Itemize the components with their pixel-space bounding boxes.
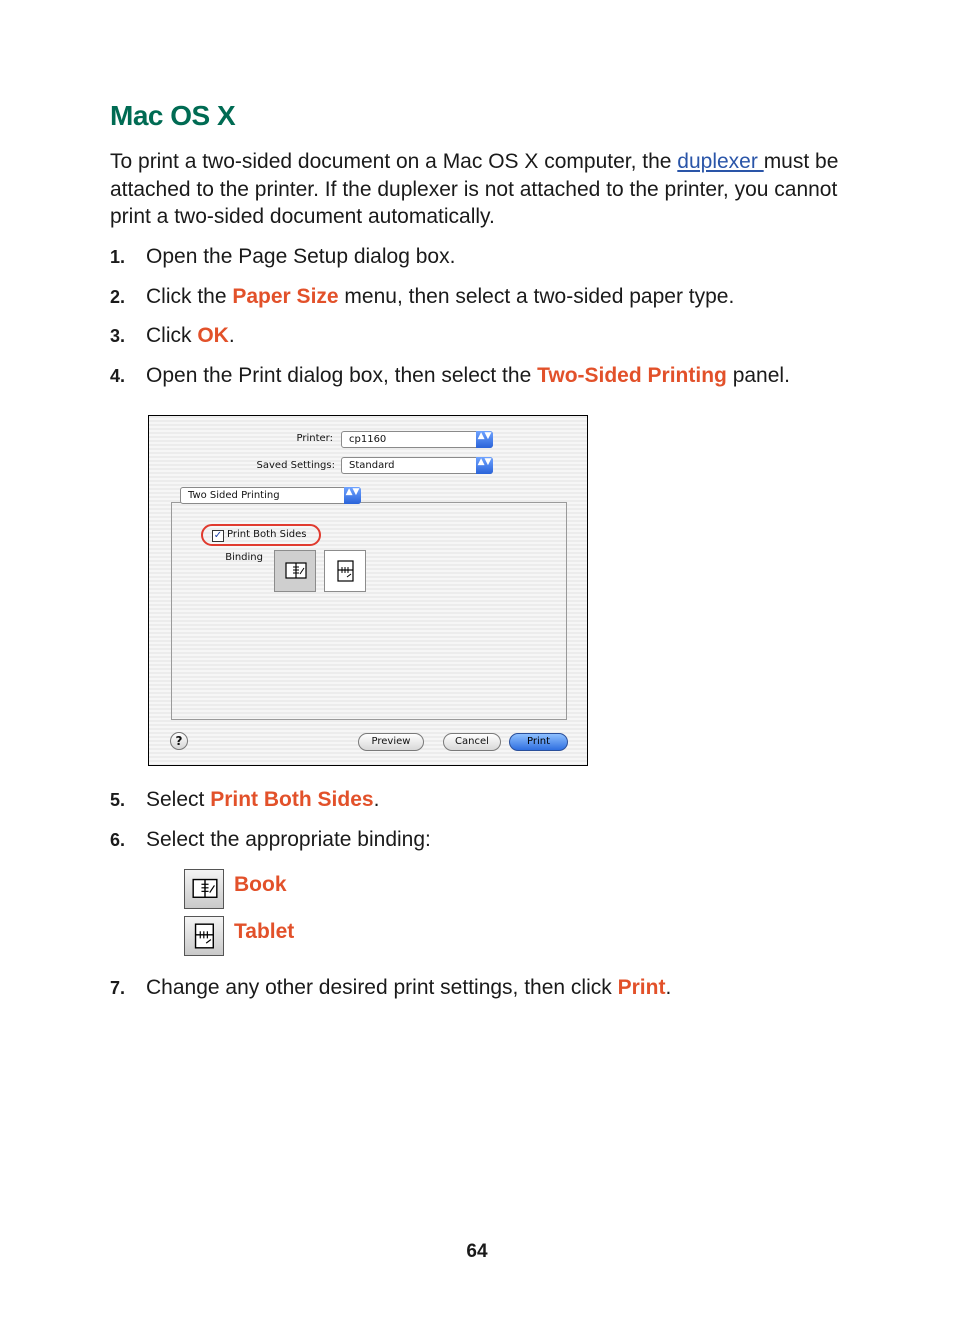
print-both-sides-highlight — [201, 524, 321, 546]
duplexer-link[interactable]: duplexer — [677, 150, 764, 173]
intro-paragraph — [110, 148, 850, 231]
step-text: Open the Page Setup dialog box. — [146, 245, 456, 268]
step-text-after: . — [228, 324, 235, 347]
book-binding-button[interactable] — [274, 550, 316, 592]
popup-arrows-icon: ▲▼ — [344, 487, 361, 504]
saved-settings-label: Saved Settings: — [256, 460, 335, 471]
book-binding-option-button — [184, 869, 224, 909]
step-text: Click — [146, 324, 198, 347]
step-text-after: panel. — [726, 364, 790, 387]
step-number: 3. — [110, 326, 126, 346]
popup-arrows-icon: ▲▼ — [476, 431, 493, 448]
preview-button[interactable]: Preview — [358, 733, 424, 751]
book-icon — [192, 876, 218, 902]
step-7 — [110, 975, 671, 1001]
step-2 — [110, 284, 734, 310]
step-text: Change any other desired print settings, then click — [146, 976, 618, 999]
printer-popup[interactable] — [341, 431, 493, 448]
printer-value: cp1160 — [349, 434, 387, 445]
step-text-after: menu, then select a two-sided paper type. — [338, 285, 735, 308]
step-number: 5. — [110, 790, 126, 810]
step-number: 4. — [110, 366, 126, 386]
tablet-icon — [192, 923, 218, 949]
step-text-after: . — [373, 788, 380, 811]
cancel-button[interactable]: Cancel — [443, 733, 501, 751]
tablet-binding-option-button — [184, 916, 224, 956]
page-number: 64 — [466, 1241, 488, 1262]
step-number: 6. — [110, 830, 126, 850]
book-label: Book — [234, 873, 287, 896]
step-highlight: Two-Sided Printing — [537, 364, 727, 387]
step-5 — [110, 787, 379, 813]
tablet-binding-icon — [335, 560, 357, 582]
step-text: Select the appropriate binding: — [146, 828, 431, 851]
tablet-binding-button[interactable] — [324, 550, 366, 592]
step-number: 7. — [110, 978, 126, 998]
panel-selector-value: Two Sided Printing — [188, 490, 280, 501]
step-highlight: Print — [617, 976, 666, 999]
step-6 — [110, 827, 431, 853]
page-title: Mac OS X — [110, 100, 236, 131]
intro-text-before: To print a two-sided document on a Mac OS X computer, the — [110, 150, 678, 173]
step-highlight: Paper Size — [232, 285, 339, 308]
step-1 — [110, 244, 455, 270]
intro-text-after: must be attached to the printer. If the duplexer is not attached to the printer, you cannot print a two-sided document automatically. — [110, 150, 839, 228]
binding-label: Binding — [225, 552, 263, 563]
panel-selector-popup[interactable] — [180, 487, 361, 504]
print-button[interactable]: Print — [509, 733, 568, 751]
popup-arrows-icon: ▲▼ — [476, 457, 493, 474]
tablet-label: Tablet — [234, 920, 295, 943]
print-both-sides-checkbox[interactable]: ✓ — [213, 530, 223, 541]
step-4 — [110, 363, 790, 389]
step-text: Click the — [146, 285, 233, 308]
step-text-after: . — [665, 976, 672, 999]
step-number: 1. — [110, 247, 126, 267]
step-3 — [110, 323, 235, 349]
print-dialog-screenshot — [148, 415, 588, 766]
step-highlight: OK — [197, 324, 229, 347]
saved-settings-popup[interactable] — [341, 457, 493, 474]
print-both-sides-label: Print Both Sides — [227, 529, 307, 540]
step-text: Open the Print dialog box, then select the — [146, 364, 538, 387]
book-binding-icon — [285, 560, 307, 582]
printer-label: Printer: — [296, 433, 333, 444]
saved-settings-value: Standard — [349, 460, 395, 471]
step-highlight: Print Both Sides — [210, 788, 374, 811]
step-number: 2. — [110, 287, 126, 307]
help-button[interactable]: ? — [170, 732, 188, 750]
step-text: Select — [146, 788, 211, 811]
